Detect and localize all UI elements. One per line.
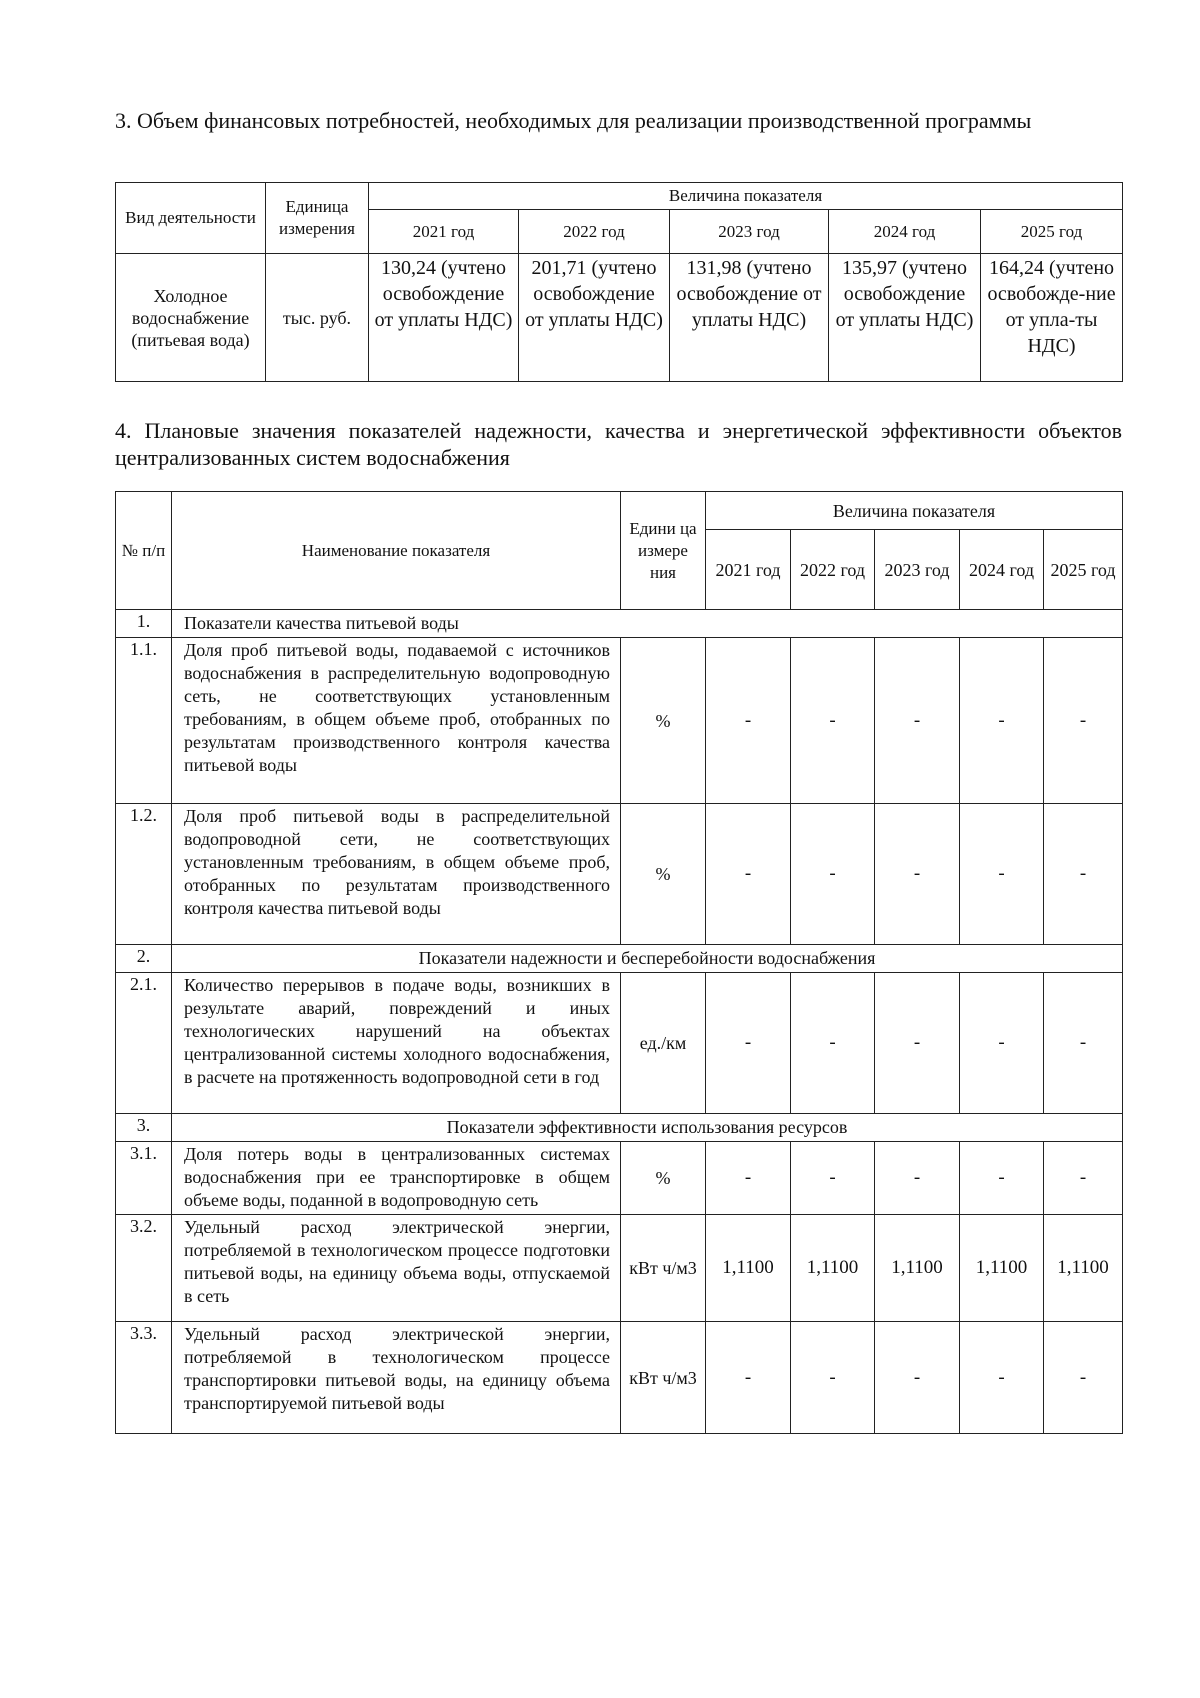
indicator-value: 1,1100 <box>960 1215 1044 1322</box>
indicator-value: - <box>875 638 960 804</box>
col-unit-header: Единица измерения <box>266 183 369 254</box>
row-num: 3.2. <box>116 1215 172 1322</box>
indicator-value: - <box>791 804 875 945</box>
indicator-value: - <box>960 804 1044 945</box>
indicator-value: - <box>791 973 875 1114</box>
col-name-header: Наименование показателя <box>172 492 621 610</box>
indicator-unit: кВт ч/м3 <box>621 1322 706 1434</box>
indicator-value: - <box>706 804 791 945</box>
indicator-unit: ед./км <box>621 973 706 1114</box>
indicator-name: Доля проб питьевой воды в распределительной водопроводной сети, не соответствующих установленным требованиям, в общем объеме проб, отобранных по результатам производственного контроля качества питьевой воды <box>172 804 621 945</box>
indicator-unit: % <box>621 804 706 945</box>
indicator-value: - <box>960 973 1044 1114</box>
indicator-value: - <box>706 1142 791 1215</box>
indicator-value: - <box>875 1142 960 1215</box>
indicator-value: - <box>1044 1142 1123 1215</box>
indicator-value: - <box>1044 804 1123 945</box>
section-title: Показатели надежности и бесперебойности водоснабжения <box>172 945 1123 973</box>
indicator-unit: кВт ч/м3 <box>621 1215 706 1322</box>
section-title: Показатели эффективности использования ресурсов <box>172 1114 1123 1142</box>
indicator-value: - <box>1044 1322 1123 1434</box>
section-num: 1. <box>116 610 172 638</box>
indicator-value: - <box>1044 638 1123 804</box>
indicator-name: Доля проб питьевой воды, подаваемой с источников водоснабжения в распределительную водопроводную сеть, не соответствующих установленным требованиям, в общем объеме проб, отобранных по результатам производственного контроля качества питьевой воды <box>172 638 621 804</box>
unit-cell: тыс. руб. <box>266 254 369 382</box>
indicator-value: - <box>706 1322 791 1434</box>
year-header: 2024 год <box>960 530 1044 610</box>
indicator-value: 1,1100 <box>791 1215 875 1322</box>
indicator-unit: % <box>621 638 706 804</box>
year-header: 2025 год <box>1044 530 1123 610</box>
indicator-unit: % <box>621 1142 706 1215</box>
year-header: 2023 год <box>875 530 960 610</box>
indicator-value: - <box>706 973 791 1114</box>
indicator-value: - <box>875 1322 960 1434</box>
section4-heading: 4. Плановые значения показателей надежности, качества и энергетической эффективности объектов централизованных систем водоснабжения <box>115 418 1122 470</box>
indicator-value: - <box>960 638 1044 804</box>
indicator-value: - <box>875 804 960 945</box>
indicator-value: - <box>875 973 960 1114</box>
year-header: 2023 год <box>670 210 829 254</box>
row-num: 2.1. <box>116 973 172 1114</box>
value-cell: 164,24 (учтено освобожде-ние от упла-ты НДС) <box>981 254 1123 382</box>
section3-heading: 3. Объем финансовых потребностей, необходимых для реализации производственной программы <box>115 108 1032 133</box>
col-activity-header: Вид деятельности <box>116 183 266 254</box>
indicator-value: - <box>1044 973 1123 1114</box>
section-num: 2. <box>116 945 172 973</box>
indicator-value: - <box>706 638 791 804</box>
activity-cell: Холодное водоснабжение (питьевая вода) <box>116 254 266 382</box>
indicator-value: 1,1100 <box>875 1215 960 1322</box>
row-num: 1.1. <box>116 638 172 804</box>
year-header: 2024 год <box>829 210 981 254</box>
year-header: 2022 год <box>791 530 875 610</box>
row-num: 3.1. <box>116 1142 172 1215</box>
indicator-name: Доля потерь воды в централизованных системах водоснабжения при ее транспортировке в общем объеме воды, поданной в водопроводную сеть <box>172 1142 621 1215</box>
year-header: 2021 год <box>369 210 519 254</box>
value-cell: 130,24 (учтено освобождение от уплаты НДС) <box>369 254 519 382</box>
indicator-name: Удельный расход электрической энергии, потребляемой в технологическом процессе подготовки питьевой воды, на единицу объема воды, отпускаемой в сеть <box>172 1215 621 1322</box>
indicator-value: - <box>791 1322 875 1434</box>
indicator-value: - <box>791 1142 875 1215</box>
col-unit-header: Едини ца измере ния <box>621 492 706 610</box>
year-header: 2022 год <box>519 210 670 254</box>
row-num: 1.2. <box>116 804 172 945</box>
value-cell: 201,71 (учтено освобождение от уплаты НДС) <box>519 254 670 382</box>
indicator-name: Удельный расход электрической энергии, потребляемой в технологическом процессе транспортировки питьевой воды, на единицу объема транспортируемой питьевой воды <box>172 1322 621 1434</box>
year-header: 2021 год <box>706 530 791 610</box>
row-num: 3.3. <box>116 1322 172 1434</box>
year-header: 2025 год <box>981 210 1123 254</box>
indicator-value: - <box>960 1142 1044 1215</box>
col-value-header: Величина показателя <box>369 183 1123 210</box>
value-cell: 131,98 (учтено освобождение от уплаты НДС) <box>670 254 829 382</box>
financial-needs-table <box>115 182 1123 382</box>
section-num: 3. <box>116 1114 172 1142</box>
indicator-value: 1,1100 <box>1044 1215 1123 1322</box>
col-num-header: № п/п <box>116 492 172 610</box>
indicator-value: 1,1100 <box>706 1215 791 1322</box>
indicator-name: Количество перерывов в подаче воды, возникших в результате аварий, повреждений и иных технологических нарушений на объектах централизованной системы холодного водоснабжения, в расчете на протяженность водопроводной сети в год <box>172 973 621 1114</box>
indicator-value: - <box>960 1322 1044 1434</box>
indicator-value: - <box>791 638 875 804</box>
indicators-table <box>115 491 1123 1434</box>
col-value-header: Величина показателя <box>706 492 1123 530</box>
section-title: Показатели качества питьевой воды <box>172 610 1123 638</box>
value-cell: 135,97 (учтено освобождение от уплаты НДС) <box>829 254 981 382</box>
